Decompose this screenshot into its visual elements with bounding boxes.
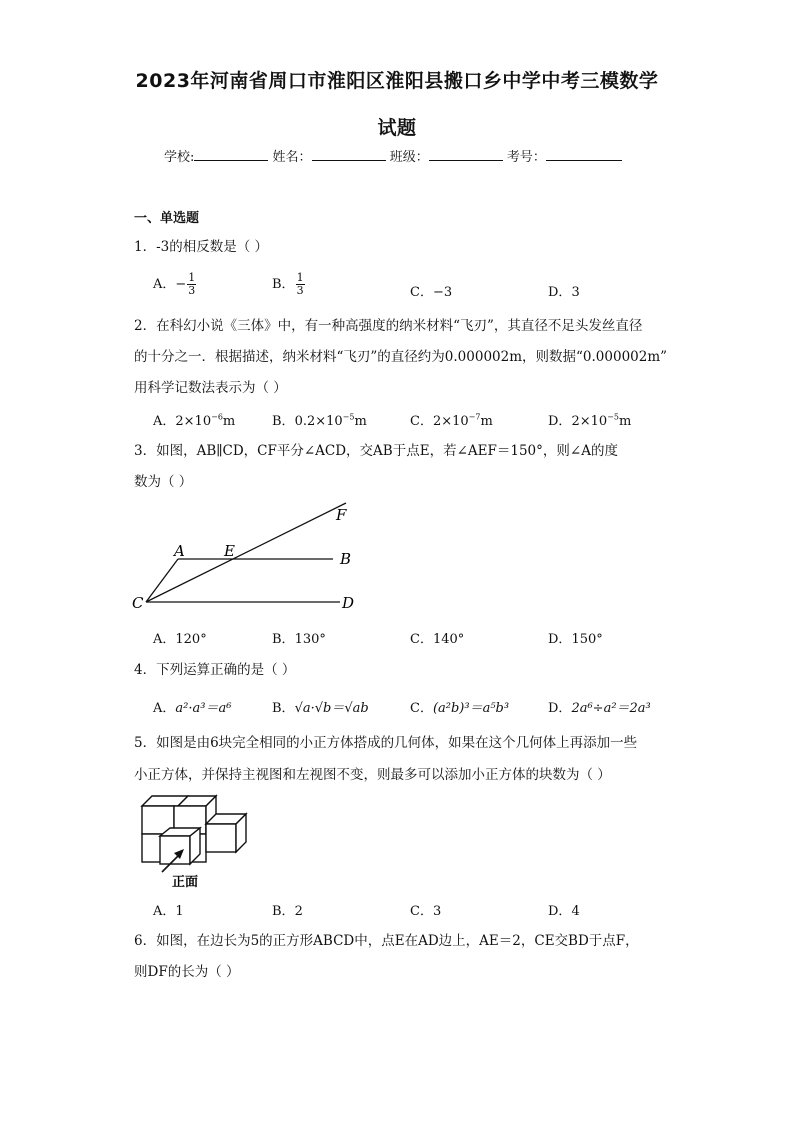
q4-option-d (548, 697, 651, 716)
q4-option-c (410, 697, 509, 716)
option-letter: D． (548, 904, 572, 919)
point-label-a: A (174, 542, 185, 560)
q3-option-c (410, 628, 464, 647)
option-exponent: −7 (468, 412, 481, 422)
q5-option-b (272, 900, 303, 919)
q2-option-b (272, 410, 367, 429)
option-text: 4 (571, 904, 580, 919)
q5-line-2: 小正方体，并保持主视图和左视图不变，则最多可以添加小正方体的块数为（ ） (134, 767, 611, 783)
option-unit: m (480, 414, 493, 429)
name-label: 姓名： (272, 150, 312, 165)
q5-cube-figure (138, 792, 250, 890)
option-text: 3 (432, 904, 442, 919)
class-label: 班级： (389, 150, 429, 165)
q5-option-d (548, 900, 580, 919)
option-base: 2×10 (432, 414, 469, 429)
option-text: a²·a³＝a⁶ (175, 701, 232, 716)
option-base: 2×10 (571, 414, 608, 429)
option-text: (a²b)³＝a⁵b³ (432, 701, 510, 716)
option-unit: m (222, 414, 236, 429)
option-exponent: −5 (607, 412, 619, 422)
fraction (296, 272, 305, 297)
option-text: 2a⁶÷a²＝2a³ (571, 701, 651, 716)
point-label-f: F (336, 506, 347, 524)
option-base: 2×10 (175, 414, 212, 429)
option-base: 0.2×10 (294, 414, 343, 429)
option-unit: m (618, 414, 632, 429)
option-letter: D． (548, 632, 572, 647)
numerator: 1 (296, 271, 304, 284)
point-label-c: C (132, 594, 144, 612)
line-ac (146, 559, 178, 602)
q6-line-1: 6．如图，在边长为5的正方形ABCD中，点E在AD边上，AE＝2，CE交BD于点F， (134, 933, 639, 949)
exam-number-label: 考号： (506, 150, 546, 165)
option-text: 130° (294, 632, 326, 647)
student-info-row (164, 146, 622, 165)
option-text: 2 (294, 904, 303, 919)
q3-option-b (272, 628, 326, 647)
fraction (187, 272, 196, 297)
option-text: 1 (175, 904, 184, 919)
option-text: 140° (432, 632, 465, 647)
option-letter: D． (548, 285, 572, 300)
point-label-e: E (224, 542, 235, 560)
q1-stem: 1．-3的相反数是（ ） (134, 239, 269, 255)
q5-line-1: 5．如图是由6块完全相同的小正方体搭成的几何体，如果在这个几何体上再添加一些 (134, 735, 638, 751)
q2-option-c (410, 410, 493, 429)
option-letter: C． (410, 904, 433, 919)
option-letter: D． (548, 701, 572, 716)
numerator: 1 (188, 271, 196, 284)
q2-line-1: 2．在科幻小说《三体》中，有一种高强度的纳米材料“飞刃”，其直径不足头发丝直径 (134, 318, 643, 334)
q2-line-3: 用科学记数法表示为（ ） (134, 380, 287, 396)
option-exponent: −5 (342, 412, 355, 422)
option-letter: C． (410, 414, 433, 429)
option-letter: A． (153, 701, 176, 716)
point-label-d: D (342, 594, 355, 612)
option-letter: C． (410, 285, 433, 300)
q2-option-d (548, 410, 631, 429)
q3-option-a (153, 628, 207, 647)
q3-geometry-figure (128, 500, 368, 618)
option-letter: B． (272, 414, 295, 429)
q5-option-c (410, 900, 441, 919)
class-blank[interactable] (429, 146, 503, 161)
school-blank[interactable] (194, 146, 268, 161)
school-label: 学校: (164, 150, 195, 165)
q3-line-1: 3．如图，AB∥CD，CF平分∠ACD，交AB于点E，若∠AEF＝150°，则∠A的度 (134, 443, 618, 459)
q3-line-2: 数为（ ） (134, 474, 193, 490)
front-view-label: 正面 (172, 875, 199, 890)
q4-option-a (153, 697, 231, 716)
option-letter: C． (410, 632, 433, 647)
q5-option-a (153, 900, 184, 919)
option-letter: A． (153, 632, 176, 647)
option-text: 3 (571, 285, 580, 300)
option-letter: B． (272, 701, 295, 716)
denominator: 3 (296, 284, 304, 297)
page-title-line1: 2023年河南省周口市淮阳区淮阳县搬口乡中学中考三模数学 (135, 70, 659, 92)
point-label-b: B (340, 550, 352, 568)
option-letter: B． (272, 632, 295, 647)
q2-line-2: 的十分之一．根据描述，纳米材料“飞刃”的直径约为0.000002m，则数据“0.000002m” (134, 349, 668, 365)
option-letter: D． (548, 414, 572, 429)
q1-option-b (272, 272, 305, 297)
option-text: √a·√b＝√ab (294, 701, 369, 716)
option-text: −3 (432, 285, 453, 300)
option-letter: A． (153, 414, 176, 429)
q4-stem: 4．下列运算正确的是（ ） (134, 662, 296, 678)
section-heading: 一、单选题 (134, 211, 200, 226)
exam-number-blank[interactable] (546, 146, 622, 161)
q2-option-a (153, 410, 235, 429)
q4-option-b (272, 697, 369, 716)
page-title-line2: 试题 (377, 117, 417, 139)
option-exponent: −6 (211, 412, 223, 422)
option-sign: − (175, 277, 187, 292)
cube-front-face (206, 824, 236, 852)
option-text: 150° (571, 632, 603, 647)
option-unit: m (354, 414, 367, 429)
q6-line-2: 则DF的长为（ ） (134, 964, 240, 980)
q1-option-d (548, 281, 580, 300)
option-letter: A． (153, 277, 176, 292)
option-text: 120° (175, 632, 207, 647)
q1-option-c (410, 281, 452, 300)
option-letter: B． (272, 904, 295, 919)
denominator: 3 (188, 284, 196, 297)
q3-option-d (548, 628, 603, 647)
option-letter: A． (153, 904, 176, 919)
option-letter: C． (410, 701, 433, 716)
option-letter: B． (272, 277, 295, 292)
q1-option-a (153, 272, 196, 297)
name-blank[interactable] (312, 146, 386, 161)
